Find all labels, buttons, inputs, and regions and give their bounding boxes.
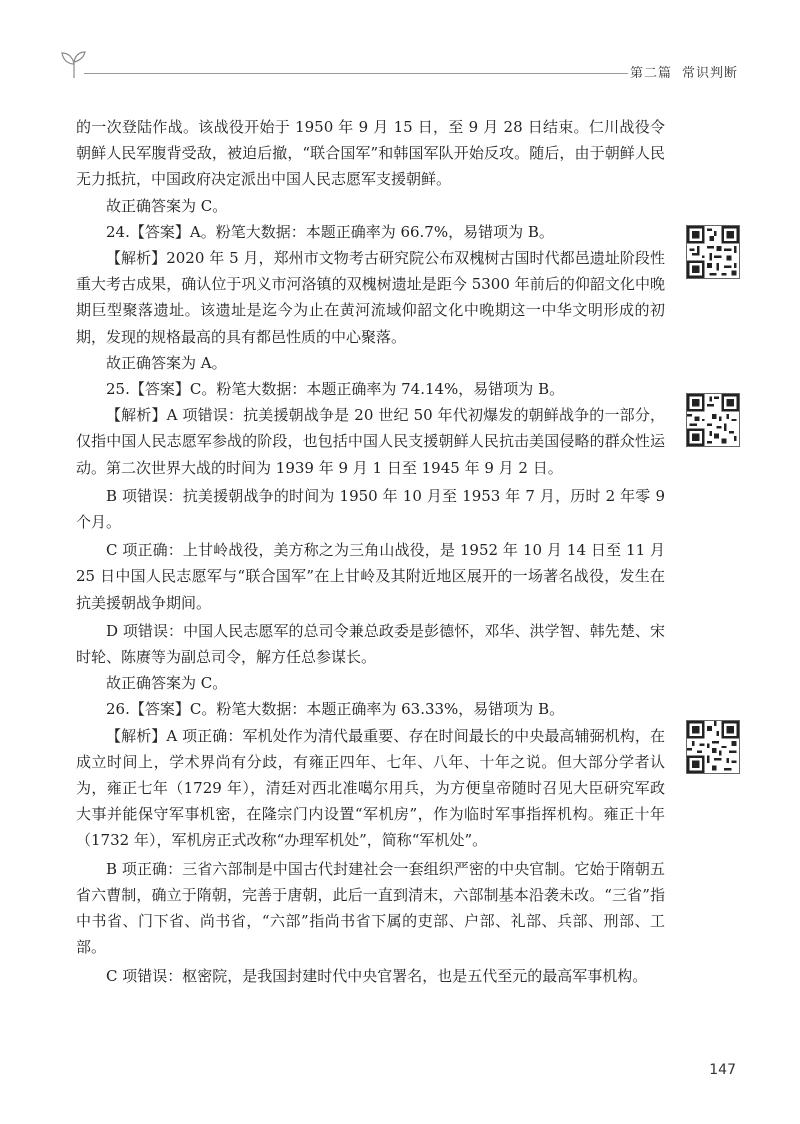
- answer-explanations: [76, 114, 665, 989]
- analysis-25-a: 【解析】A 项错误：抗美援朝战争是 20 世纪 50 年代初爆发的朝鲜战争的一部分，仅指中国人民志愿军参战的阶段，也包括中国人民支援朝鲜人民抗击美国侵略的群众性运动。第二次世界大战的时间为 1939 年 9 月 1 日至 1945 年 9 月 2 日。: [76, 406, 665, 477]
- analysis-25-d: D 项错误：中国人民志愿军的总司令兼总政委是彭德怀，邓华、洪学智、韩先楚、宋时轮、陈赓等为副总司令，解方任总参谋长。: [76, 621, 665, 667]
- answer-heading-26: 26.【答案】C。粉笔大数据：本题正确率为 63.33%，易错项为 B。: [106, 700, 565, 719]
- answer-heading-24: 24.【答案】A。粉笔大数据：本题正确率为 66.7%，易错项为 B。: [106, 222, 554, 241]
- answer-conclusion-24: 故正确答案为 A。: [106, 353, 227, 372]
- answer-heading-25: 25.【答案】C。粉笔大数据：本题正确率为 74.14%，易错项为 B。: [106, 380, 565, 399]
- page-header: [58, 46, 738, 86]
- analysis-26-a: 【解析】A 项正确：军机处作为清代最重要、存在时间最长的中央最高辅弼机构，在成立时间上，学术界尚有分歧，有雍正四年、七年、八年、十年之说。但大部分学者认为，雍正七年（1729 年），清廷对西北准噶尔用兵，为方便皇帝随时召见大臣研究军政大事并能保守军事机密，在隆宗门内设置“军机房”，作为临时军事指挥机构。雍正十年（1732 年），军机房正式改称“办理军机处”，简称“军机处”。: [76, 726, 665, 850]
- header-section: 常识判断: [681, 66, 738, 81]
- analysis-25-b: B 项错误：抗美援朝战争的时间为 1950 年 10 月至 1953 年 7 月，历时 2 年零 9 个月。: [76, 486, 665, 532]
- header-part: 第二篇: [629, 66, 672, 81]
- analysis-26-c: C 项错误：枢密院，是我国封建时代中央官署名，也是五代至元的最高军事机构。: [106, 966, 648, 985]
- answer-conclusion-25: 故正确答案为 C。: [106, 674, 228, 693]
- header-rule: [84, 73, 628, 74]
- qr-code-icon[interactable]: [686, 225, 740, 279]
- analysis-24: 【解析】2020 年 5 月，郑州市文物考古研究院公布双槐树古国时代都邑遗址阶段性重大考古成果，确认位于巩义市河洛镇的双槐树遗址是距今 5300 年前后的仰韶文化中晚期巨型聚落遗址。该遗址是迄今为止在黄河流域仰韶文化中晚期这一中华文明形成的初期，发现的规格最高的具有都邑性质的中心聚落。: [76, 249, 665, 346]
- qr-code-icon[interactable]: [686, 720, 740, 774]
- header-title: [620, 62, 738, 81]
- analysis-25-c: C 项正确：上甘岭战役，美方称之为三角山战役，是 1952 年 10 月 14 日至 11 月 25 日中国人民志愿军与“联合国军”在上甘岭及其附近地区展开的一场著名战役，发生在抗美援朝战争期间。: [76, 541, 665, 612]
- leaf-sprout-icon: [58, 50, 90, 80]
- qr-code-icon[interactable]: [686, 393, 740, 447]
- paragraph-continuation: 的一次登陆作战。该战役开始于 1950 年 9 月 15 日，至 9 月 28 日结束。仁川战役令朝鲜人民军腹背受敌，被迫后撤，“联合国军”和韩国军队开始反攻。随后，由于朝鲜人民无力抵抗，中国政府决定派出中国人民志愿军支援朝鲜。: [76, 118, 665, 189]
- page-number: 147: [709, 1062, 736, 1078]
- analysis-26-b: B 项正确：三省六部制是中国古代封建社会一套组织严密的中央官制。它始于隋朝五省六曹制，确立于隋朝，完善于唐朝，此后一直到清末，六部制基本沿袭未改。“三省”指中书省、门下省、尚书省，“六部”指尚书省下属的吏部、户部、礼部、兵部、刑部、工部。: [76, 859, 665, 957]
- answer-conclusion-23: 故正确答案为 C。: [106, 196, 228, 215]
